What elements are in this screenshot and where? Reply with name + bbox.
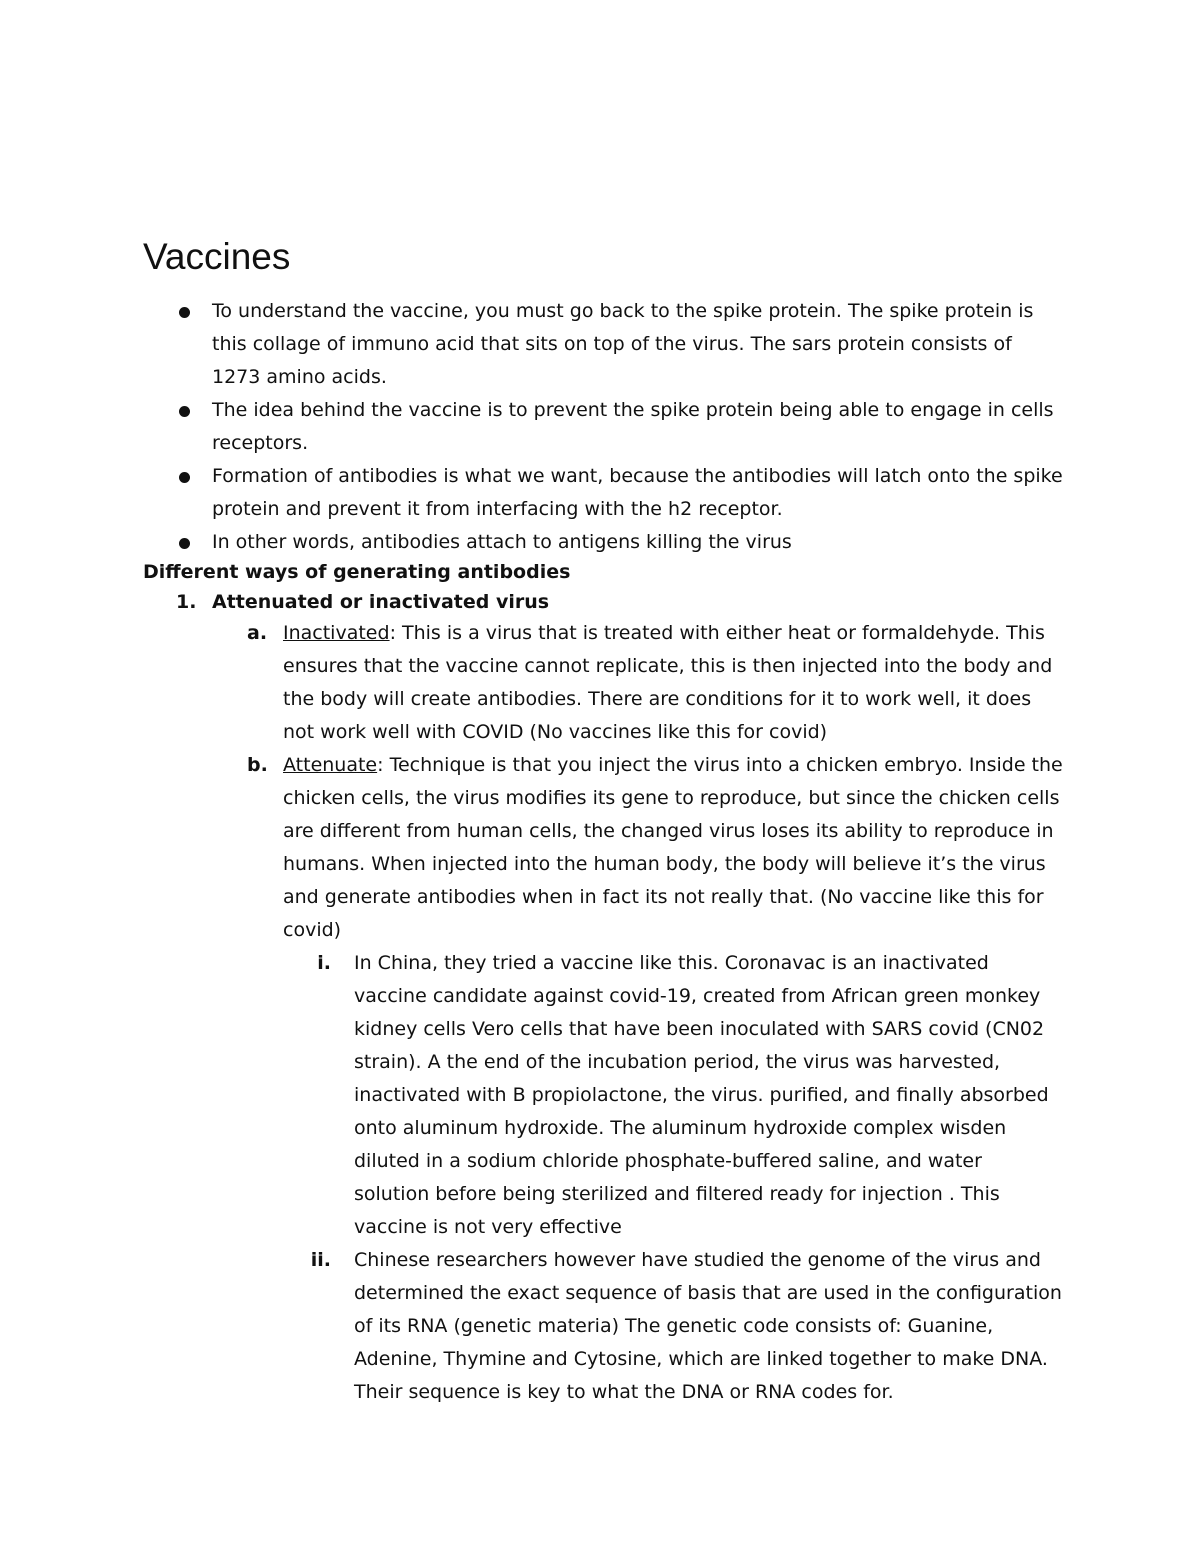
list-letter: b. [247,754,268,776]
roman-item-text: In China, they tried a vaccine like this. Coronavac is an inactivated vaccine candidate against covid-19, created from African green monkey kidney cells Vero cells that have been inoculated with SARS covid (CN02 strain). A the end of the incubation period, the virus was harvested, inactivated with B propiolactone, the virus. purified, and finally absorbed onto aluminum hydroxide. The aluminum hydroxide complex wisden diluted in a sodium chloride phosphate-buffered saline, and water solution before being sterilized and filtered ready for injection . This vaccine is not very effective [354,952,1049,1238]
sub-item-inactivated [143,617,1063,749]
term-label: Attenuate [283,754,378,776]
list-item [143,295,1063,394]
bullet-text: To understand the vaccine, you must go back to the spike protein. The spike protein is this collage of immuno acid that sits on top of the virus. The sars protein consists of 1273 amino acids. [212,300,1034,388]
numbered-item [143,587,1063,617]
bullet-list [143,295,1063,559]
sub-item-text: : This is a virus that is treated with either heat or formaldehyde. This ensures that the vaccine cannot replicate, this is then injected into the body and the body will create antibodies. There are conditions for it to work well, it does not work well with COVID (No vaccines like this for covid) [283,622,1053,743]
bullet-icon [179,307,190,318]
bullet-text: The idea behind the vaccine is to prevent the spike protein being able to engage in cells receptors. [212,399,1054,454]
roman-item-researchers [143,1244,1063,1409]
list-roman-numeral: i. [317,952,331,974]
sub-item-text: : Technique is that you inject the virus into a chicken embryo. Inside the chicken cells, the virus modifies its gene to reproduce, but since the chicken cells are different from human cells, the changed virus loses its ability to reproduce in humans. When injected into the human body, the body will believe it’s the virus and generate antibodies when in fact its not really that. (No vaccine like this for covid) [283,754,1063,941]
bullet-text: Formation of antibodies is what we want, because the antibodies will latch onto the spike protein and prevent it from interfacing with the h2 receptor. [212,465,1063,520]
bullet-icon [179,538,190,549]
section-heading: Different ways of generating antibodies [143,561,571,583]
term-label: Inactivated [283,622,390,644]
bullet-icon [179,472,190,483]
sub-item-attenuate [143,749,1063,947]
numbered-item-label: Attenuated or inactivated virus [212,591,550,613]
document-body [143,295,1063,1409]
bullet-icon [179,406,190,417]
list-item [143,394,1063,460]
roman-item-text: Chinese researchers however have studied the genome of the virus and determined the exact sequence of basis that are used in the configuration of its RNA (genetic materia) The genetic code consists of: Guanine, Adenine, Thymine and Cytosine, which are linked together to make DNA. Their sequence is key to what the DNA or RNA codes for. [354,1249,1062,1403]
roman-item-china [143,947,1063,1244]
list-number: 1. [176,591,197,613]
list-item [143,526,1063,559]
list-roman-numeral: ii. [310,1249,331,1271]
list-item [143,460,1063,526]
page-title: Vaccines [143,236,291,277]
bullet-text: In other words, antibodies attach to antigens killing the virus [212,531,792,553]
list-letter: a. [247,622,268,644]
